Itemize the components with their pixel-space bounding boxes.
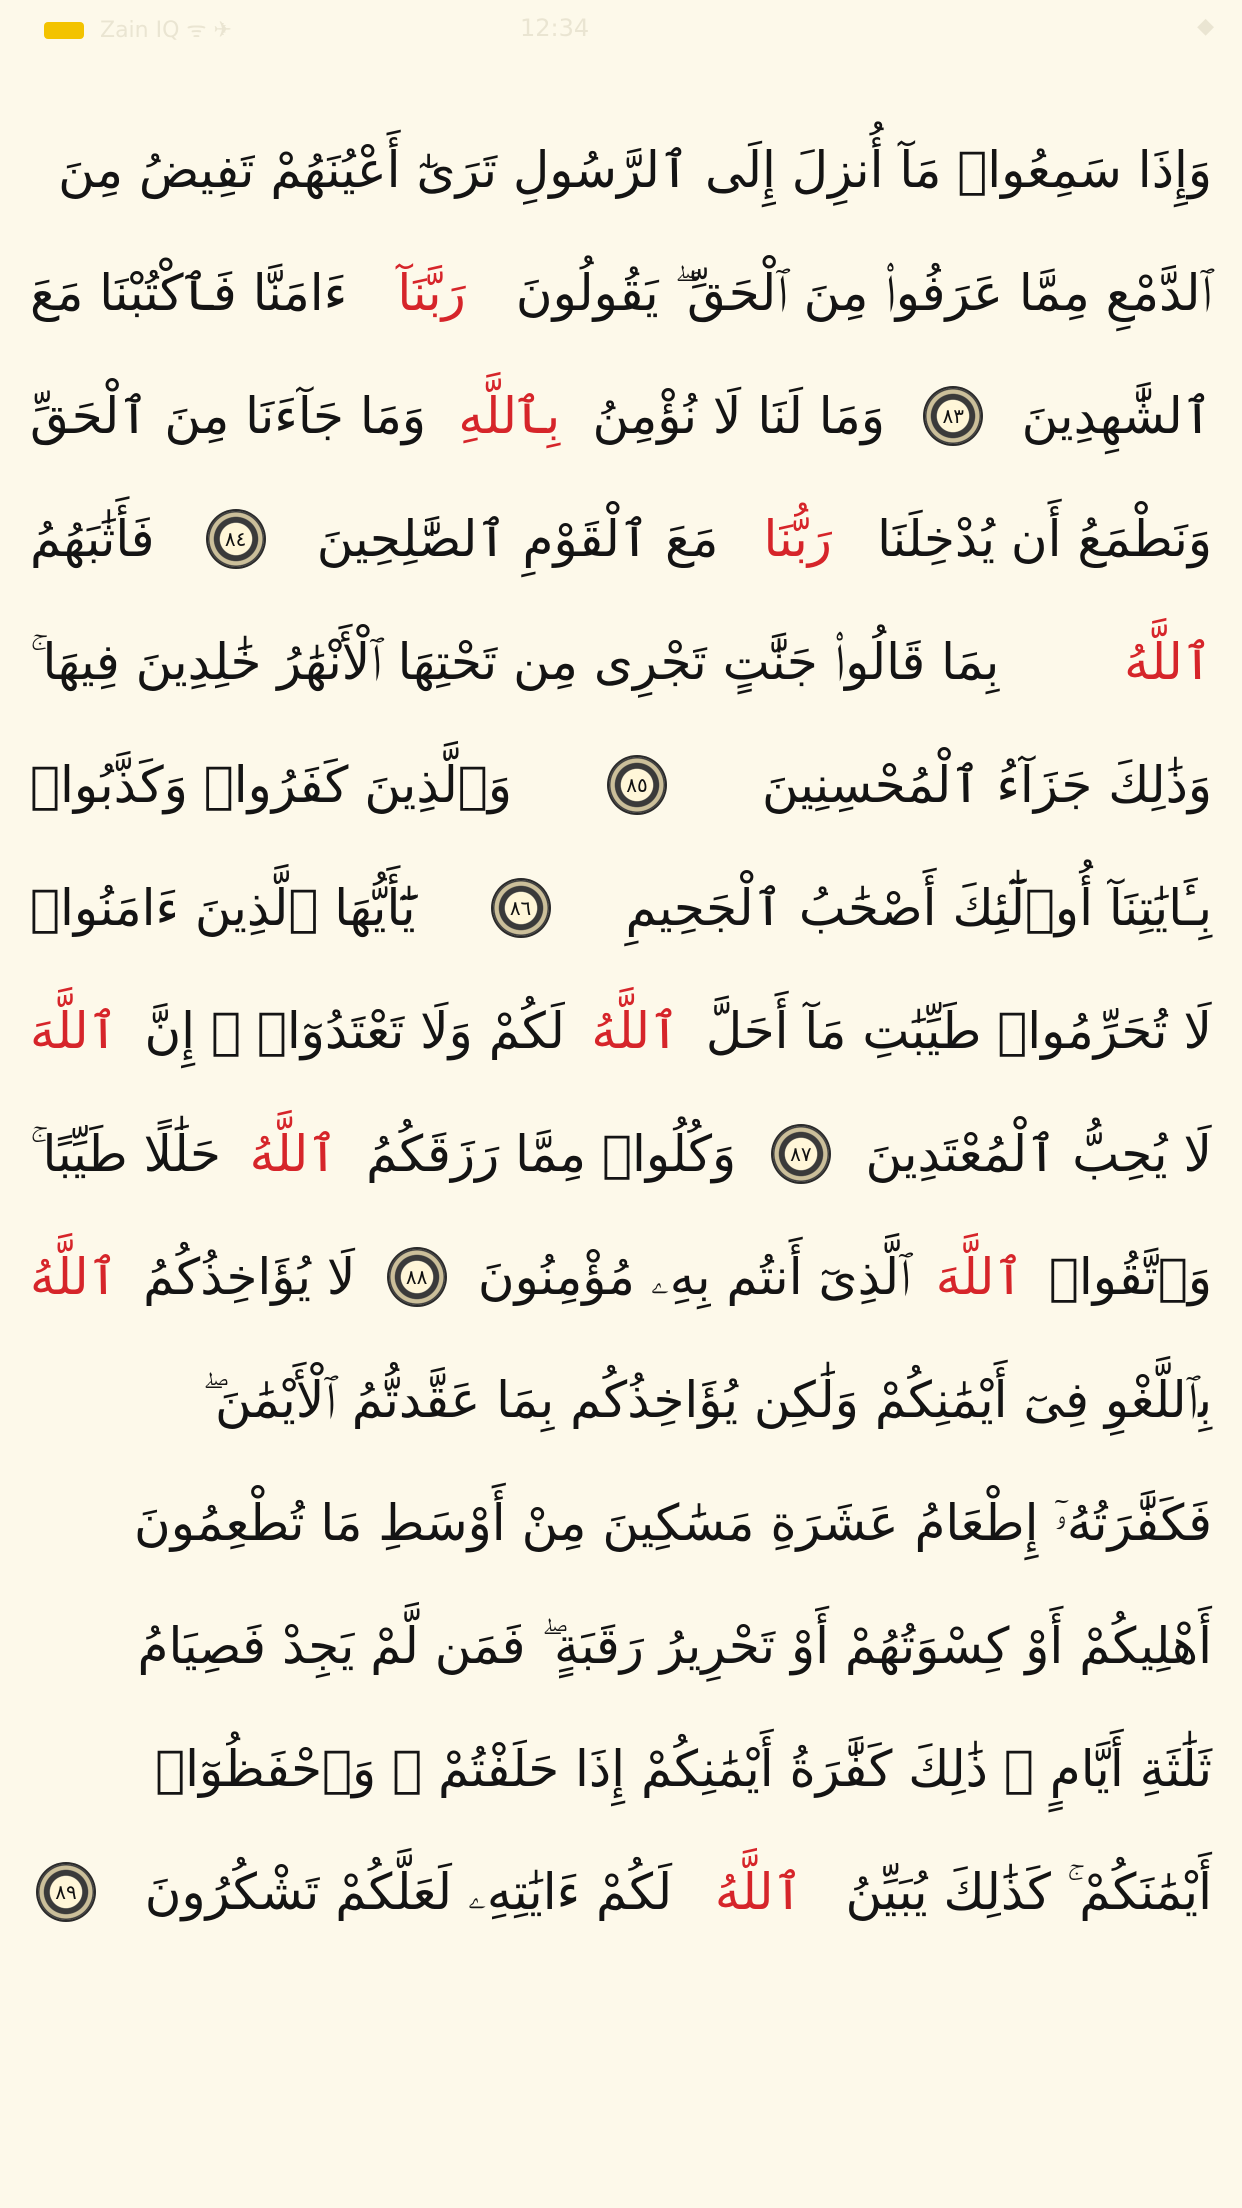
ayah-line xyxy=(30,484,1212,594)
ayah-number-marker[interactable]: ٨٤ xyxy=(208,511,264,567)
verse-text: أَهْلِيكُمْ أَوْ كِسْوَتُهُمْ أَوْ تَحْرِيرُ رَقَبَةٍ ۖ فَمَن لَّمْ يَجِدْ فَصِيَامُ xyxy=(137,1617,1212,1675)
verse-text: لَا يُحِبُّ ٱلْمُعْتَدِينَ xyxy=(865,1125,1212,1183)
verse-text: حَلَٰلًا طَيِّبًا ۚ xyxy=(30,1125,221,1183)
verse-text: وَكُلُوا۟ مِمَّا رَزَقَكُمُ xyxy=(366,1125,737,1183)
ayah-line xyxy=(30,1222,1212,1332)
verse-text: لَا يُؤَاخِذُكُمُ xyxy=(143,1248,356,1306)
verse-text: بِٱللَّغْوِ فِىٓ أَيْمَٰنِكُمْ وَلَٰكِن يُؤَاخِذُكُم بِمَا عَقَّدتُّمُ ٱلْأَيْمَٰنَ ۖ xyxy=(202,1371,1212,1429)
verse-text: وَمَا جَآءَنَا مِنَ ٱلْحَقِّ xyxy=(30,387,427,445)
ayah-line xyxy=(30,1714,1212,1824)
ayah-line xyxy=(30,238,1212,348)
verse-text: وَٱتَّقُوا۟ xyxy=(1048,1248,1212,1306)
divine-name-text: ٱللَّهُ xyxy=(714,1863,803,1921)
ayah-number-marker[interactable]: ٨٩ xyxy=(38,1864,94,1920)
divine-name-text: بِٱللَّهِ xyxy=(458,387,561,445)
verse-text: لَكُمْ ءَايَٰتِهِۦ لَعَلَّكُمْ تَشْكُرُونَ xyxy=(144,1863,673,1921)
ayah-line xyxy=(30,607,1212,717)
verse-text: وَمَا لَنَا لَا نُؤْمِنُ xyxy=(592,387,885,445)
divine-name-text: ٱللَّهُ xyxy=(30,1248,118,1306)
verse-text: يَٰٓأَيُّهَا ٱلَّذِينَ ءَامَنُوا۟ xyxy=(30,879,416,937)
battery-icon xyxy=(44,22,84,39)
verse-text: لَكُمْ وَلَا تَعْتَدُوٓا۟ ۚ إِنَّ xyxy=(144,1002,565,1060)
divine-name-text: ٱللَّهَ xyxy=(935,1248,1024,1306)
verse-text: وَذَٰلِكَ جَزَآءُ ٱلْمُحْسِنِينَ xyxy=(761,756,1212,814)
verse-text: ٱلدَّمْعِ مِمَّا عَرَفُوا۟ مِنَ ٱلْحَقِّ ۖ يَقُولُونَ xyxy=(515,264,1212,322)
divine-name-text: ٱللَّهَ xyxy=(30,1002,118,1060)
verse-text: ٱلَّذِىٓ أَنتُم بِهِۦ مُؤْمِنُونَ xyxy=(477,1248,911,1306)
divine-name-text: ٱللَّهُ xyxy=(1124,633,1212,691)
ayah-number-marker[interactable]: ٨٥ xyxy=(609,757,665,813)
ayah-number-marker[interactable]: ٨٦ xyxy=(493,880,549,936)
verse-text: لَا تُحَرِّمُوا۟ طَيِّبَٰتِ مَآ أَحَلَّ xyxy=(705,1002,1212,1060)
ayah-number-marker[interactable]: ٨٣ xyxy=(925,388,981,444)
ayah-line xyxy=(30,730,1212,840)
verse-text: وَنَطْمَعُ أَن يُدْخِلَنَا xyxy=(877,510,1212,568)
ayah-line xyxy=(30,1837,1212,1947)
verse-text: ءَامَنَّا فَٱكْتُبْنَا مَعَ xyxy=(30,264,348,322)
divine-name-text: رَبَّنَآ xyxy=(397,264,466,322)
ayah-line xyxy=(30,1591,1212,1701)
ayah-line xyxy=(30,1345,1212,1455)
verse-text: وَإِذَا سَمِعُوا۟ مَآ أُنزِلَ إِلَى ٱلرَّسُولِ تَرَىٰٓ أَعْيُنَهُمْ تَفِيضُ مِنَ xyxy=(58,141,1212,199)
status-bar xyxy=(0,0,1242,58)
verse-text: ثَلَٰثَةِ أَيَّامٍ ۚ ذَٰلِكَ كَفَّٰرَةُ أَيْمَٰنِكُمْ إِذَا حَلَفْتُمْ ۚ وَٱحْفَظُوٓا۟ xyxy=(155,1740,1212,1798)
verse-text: مَعَ ٱلْقَوْمِ ٱلصَّٰلِحِينَ xyxy=(316,510,719,568)
divine-name-text: ٱللَّهُ xyxy=(591,1002,680,1060)
ayah-line xyxy=(30,976,1212,1086)
ayah-line xyxy=(30,361,1212,471)
quran-page xyxy=(30,115,1212,2188)
divine-name-text: ٱللَّهُ xyxy=(249,1125,338,1183)
ayah-line xyxy=(30,853,1212,963)
ayah-number-marker[interactable]: ٨٨ xyxy=(389,1249,445,1305)
status-time: 12:34 xyxy=(520,14,590,42)
verse-text: فَأَثَٰبَهُمُ xyxy=(30,510,155,568)
verse-text: وَٱلَّذِينَ كَفَرُوا۟ وَكَذَّبُوا۟ xyxy=(30,756,512,814)
verse-text: فَكَفَّٰرَتُهُۥٓ إِطْعَامُ عَشَرَةِ مَسَٰكِينَ مِنْ أَوْسَطِ مَا تُطْعِمُونَ xyxy=(133,1494,1212,1552)
verse-text: بِمَا قَالُوا۟ جَنَّٰتٍ تَجْرِى مِن تَحْتِهَا ٱلْأَنْهَٰرُ خَٰلِدِينَ فِيهَا ۚ xyxy=(30,633,1000,691)
verse-text: أَيْمَٰنَكُمْ ۚ كَذَٰلِكَ يُبَيِّنُ xyxy=(845,1863,1212,1921)
status-right: ◆ xyxy=(1197,14,1214,39)
verse-text: ٱلشَّٰهِدِينَ xyxy=(1021,387,1212,445)
ayah-number-marker[interactable]: ٨٧ xyxy=(773,1126,829,1182)
divine-name-text: رَبُّنَا xyxy=(763,510,832,568)
status-left: Zain IQ ᯤ ✈ xyxy=(100,18,232,43)
ayah-line xyxy=(30,1468,1212,1578)
ayah-line xyxy=(30,1099,1212,1209)
verse-text: بِـَٔايَٰتِنَآ أُو۟لَٰٓئِكَ أَصْحَٰبُ ٱلْجَحِيمِ xyxy=(625,879,1212,937)
ayah-line xyxy=(30,115,1212,225)
